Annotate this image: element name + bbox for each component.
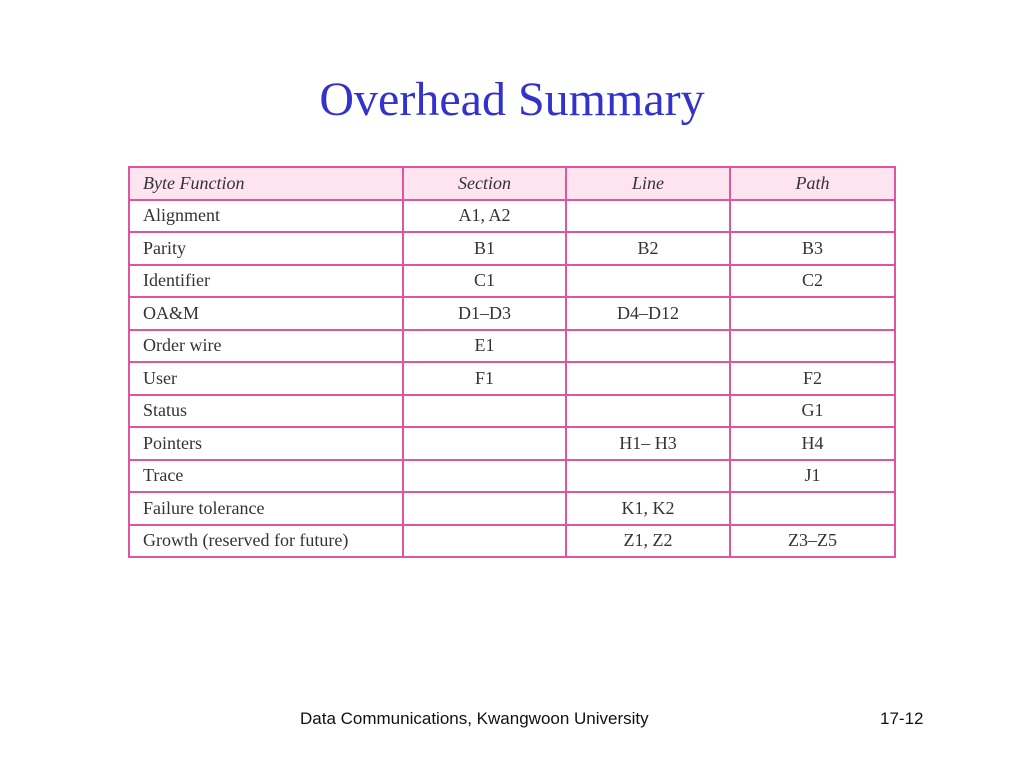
cell-path: Z3–Z5 <box>730 525 895 558</box>
cell-byte-function: Pointers <box>129 427 403 460</box>
overhead-table-container <box>128 166 894 558</box>
cell-section: E1 <box>403 330 566 363</box>
table-row <box>129 395 895 428</box>
cell-byte-function: Identifier <box>129 265 403 298</box>
table-header <box>129 167 895 200</box>
cell-line: H1– H3 <box>566 427 730 460</box>
cell-section <box>403 492 566 525</box>
overhead-summary-table <box>128 166 896 558</box>
cell-line: B2 <box>566 232 730 265</box>
slide-title: Overhead Summary <box>319 73 705 126</box>
cell-line <box>566 460 730 493</box>
header-line: Line <box>566 167 730 200</box>
footer-page-number: 17-12 <box>880 709 924 728</box>
cell-path: F2 <box>730 362 895 395</box>
cell-path: J1 <box>730 460 895 493</box>
table-row <box>129 460 895 493</box>
cell-section: C1 <box>403 265 566 298</box>
header-byte-function: Byte Function <box>129 167 403 200</box>
table-row <box>129 362 895 395</box>
cell-line: K1, K2 <box>566 492 730 525</box>
cell-path <box>730 200 895 233</box>
cell-line: Z1, Z2 <box>566 525 730 558</box>
cell-line <box>566 265 730 298</box>
table-body <box>129 200 895 558</box>
cell-section <box>403 460 566 493</box>
cell-path <box>730 297 895 330</box>
cell-section <box>403 395 566 428</box>
header-section: Section <box>403 167 566 200</box>
header-path: Path <box>730 167 895 200</box>
cell-byte-function: User <box>129 362 403 395</box>
cell-byte-function: Growth (reserved for future) <box>129 525 403 558</box>
cell-line: D4–D12 <box>566 297 730 330</box>
table-row <box>129 265 895 298</box>
cell-section: B1 <box>403 232 566 265</box>
cell-path <box>730 492 895 525</box>
table-row <box>129 232 895 265</box>
cell-path: H4 <box>730 427 895 460</box>
cell-byte-function: Failure tolerance <box>129 492 403 525</box>
cell-path: G1 <box>730 395 895 428</box>
cell-line <box>566 395 730 428</box>
footer-course: Data Communications, Kwangwoon University <box>300 709 649 728</box>
cell-line <box>566 362 730 395</box>
table-row <box>129 525 895 558</box>
cell-section: A1, A2 <box>403 200 566 233</box>
cell-line <box>566 200 730 233</box>
cell-section: F1 <box>403 362 566 395</box>
table-row <box>129 200 895 233</box>
cell-byte-function: Order wire <box>129 330 403 363</box>
cell-line <box>566 330 730 363</box>
table-row <box>129 297 895 330</box>
table-row <box>129 427 895 460</box>
cell-path <box>730 330 895 363</box>
table-row <box>129 492 895 525</box>
cell-byte-function: Parity <box>129 232 403 265</box>
header-row <box>129 167 895 200</box>
table-row <box>129 330 895 363</box>
cell-section <box>403 427 566 460</box>
cell-byte-function: Status <box>129 395 403 428</box>
cell-byte-function: Alignment <box>129 200 403 233</box>
cell-path: B3 <box>730 232 895 265</box>
cell-section: D1–D3 <box>403 297 566 330</box>
cell-byte-function: Trace <box>129 460 403 493</box>
cell-path: C2 <box>730 265 895 298</box>
cell-section <box>403 525 566 558</box>
cell-byte-function: OA&M <box>129 297 403 330</box>
